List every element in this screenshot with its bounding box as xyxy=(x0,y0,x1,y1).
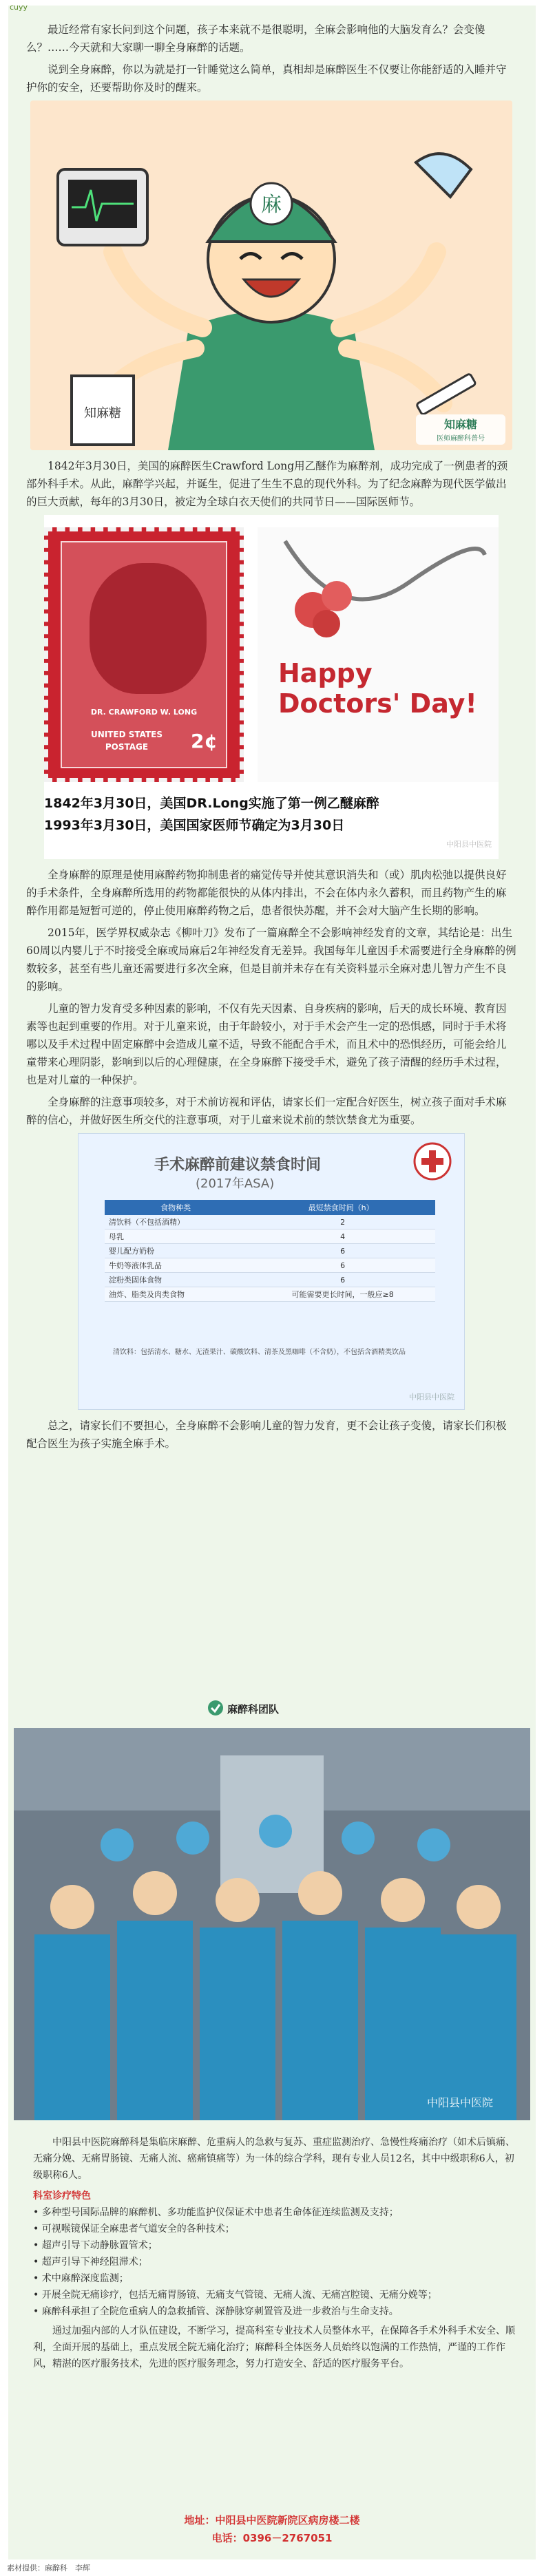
department-closing: 通过加强内部的人才队伍建设，不断学习，提高科室专业技术人员整体水平，在保障各手术外科手术安全、顺利，全面开展的基础上，重点发展全院无痛化治疗；麻醉科全体医务人员始终以饱满的工作热情，严谨的工作作风，精湛的医疗服务技术，先进的医疗服务理念，努力打造安全、舒适的医疗服务平台。 xyxy=(33,2325,515,2369)
table-row xyxy=(105,1273,435,1287)
anesthesiologist-cartoon-icon xyxy=(30,101,512,450)
feature-item: • 麻醉科承担了全院危重病人的急救插管、深静脉穿刺置管及进一步救治与生命支持。 xyxy=(33,2306,399,2317)
department-intro: 中阳县中医院麻醉科是集临床麻醉、危重病人的急救与复苏、重症监测治疗、急慢性疼痛治疗（如术后镇痛、无痛分娩、无痛胃肠镜、无痛人流、癌痛镇痛等）为一体的综合学科，现有专业人员12名，其中中级职称6人，初级职称6人。 xyxy=(33,2137,515,2181)
date-line-1: 1842年3月30日，美国DR.Long实施了第一例乙醚麻醉 xyxy=(44,796,379,811)
date-line-2: 1993年3月30日，美国国家医师节确定为3月30日 xyxy=(44,818,345,833)
table-cell: 婴儿配方奶粉 xyxy=(105,1244,247,1258)
stethoscope-icon xyxy=(258,527,499,651)
tablet-text: 知麻糖 xyxy=(84,406,121,421)
material-credit: 素材提供：麻醉科 李辉 xyxy=(7,2564,90,2573)
brand-name: 知麻糖 xyxy=(443,418,478,431)
portrait-icon xyxy=(90,563,207,694)
cap-sign: 麻 xyxy=(261,193,282,217)
stamp-value: 2¢ xyxy=(191,730,218,752)
table-row xyxy=(105,1258,435,1273)
team-section-header xyxy=(0,1693,544,1721)
table-row xyxy=(105,1215,435,1229)
feature-item: • 开展全院无痛诊疗，包括无痛胃肠镜、无痛支气管镜、无痛人流、无痛宫腔镜、无痛分娩等； xyxy=(33,2290,437,2301)
stamp-country: UNITED STATES POSTAGE xyxy=(90,730,163,752)
history-paragraph: 1842年3月30日，美国的麻醉医生Crawford Long用乙醚作为麻醉剂，成功完成了一例患者的颈部外科手术。从此，麻醉学兴起，并诞生，促进了生生不息的现代外科。为了纪念麻醉为现代医学做出的巨大贡献，每年的3月30日，被定为全球白衣天使们的共同节日——国际医师节。 xyxy=(26,460,508,508)
table-watermark: 中阳县中医院 xyxy=(409,1393,454,1402)
body-paragraph-1: 全身麻醉的原理是使用麻醉药物抑制患者的痛觉传导并使其意识消失和（或）肌肉松弛以提供良好的手术条件，全身麻醉所选用的药物都能很快的从体内排出，不会在体内永久蓄积，而且药物产生的麻醉作用都是短暂可逆的，停止使用麻醉药物之后，患者很快苏醒，并不会对大脑产生长期的影响。 xyxy=(26,869,507,917)
table-title: 手术麻醉前建议禁食时间 xyxy=(154,1157,322,1174)
table-row xyxy=(105,1229,435,1244)
table-row xyxy=(105,1287,435,1302)
postage-stamp xyxy=(44,527,244,782)
table-cell: 淀粉类固体食物 xyxy=(105,1273,247,1287)
feature-item: • 多种型号国际品牌的麻醉机、多功能监护仪保证术中患者生命体征连续监测及支持； xyxy=(33,2207,399,2218)
doctors-day-card xyxy=(258,527,499,782)
article-content xyxy=(26,21,516,1457)
intro-paragraph-2: 说到全身麻醉，你以为就是打一针睡觉这么简单，真相却是麻醉医生不仅要让你能舒适的入睡并守护你的安全，还要帮助你及时的醒来。 xyxy=(26,63,507,94)
table-header-food: 食物种类 xyxy=(105,1200,247,1215)
hospital-logo-icon xyxy=(412,1141,453,1182)
table-cell: 油炸、脂类及肉类食物 xyxy=(105,1287,247,1302)
features-title: 科室诊疗特色 xyxy=(33,2190,91,2202)
body-paragraph-4: 全身麻醉的注意事项较多，对于术前访视和评估，请家长们一定配合好医生，树立孩子面对手术麻醉的信心，并做好医生所交代的注意事项，对于儿童来说术前的禁饮禁食尤为重要。 xyxy=(26,1096,507,1126)
table-note: 清饮料：包括清水、糖水、无渣果汁、碳酸饮料、清茶及黑咖啡（不含奶），不包括含酒精类饮品 xyxy=(113,1349,406,1356)
photo-watermark: 中阳县中医院 xyxy=(427,2096,494,2109)
team-decoration-icon xyxy=(207,1699,224,1717)
table-cell: 6 xyxy=(247,1244,435,1258)
table-subtitle: (2017年ASA) xyxy=(196,1176,275,1191)
doctors-day-image xyxy=(44,515,499,859)
team-title: 麻醉科团队 xyxy=(227,1703,280,1715)
table-cell: 可能需要更长时间，一般应≥8 xyxy=(247,1287,435,1302)
table-cell: 6 xyxy=(247,1273,435,1287)
fasting-table-image xyxy=(78,1133,465,1410)
body-paragraph-2: 2015年，医学界权威杂志《柳叶刀》发布了一篇麻醉全不会影响神经发育的文章，其结论是：出生60周以内婴儿于不时接受全麻或局麻后2年神经发育无差异。我国每年儿童因手术需要进行全身麻醉的例数较多，甚至有些儿童还需要进行多次全麻，但是目前并未存在有关资料显示全麻对患儿智力产生不良的影响。 xyxy=(26,927,516,993)
feature-item: • 超声引导下动静脉置管术； xyxy=(33,2240,158,2251)
table-cell: 清饮料（不包括酒精） xyxy=(105,1215,247,1229)
address-line: 地址：中阳县中医院新院区病房楼二楼 xyxy=(184,2514,360,2526)
header-badge: cuyy xyxy=(10,3,28,12)
table-cell: 2 xyxy=(247,1215,435,1229)
conclusion-paragraph: 总之，请家长们不要担心，全身麻醉不会影响儿童的智力发育，更不会让孩子变傻，请家长们积极配合医生为孩子实施全麻手术。 xyxy=(26,1419,507,1450)
cartoon-illustration xyxy=(30,101,512,450)
card-line-1: Happy xyxy=(278,658,373,688)
table-cell: 牛奶等液体乳品 xyxy=(105,1258,247,1273)
table-cell: 6 xyxy=(247,1258,435,1273)
table-cell: 4 xyxy=(247,1229,435,1244)
card-line-2: Doctors' Day! xyxy=(278,688,477,719)
table-header-time: 最短禁食时间（h） xyxy=(247,1200,435,1215)
table-cell: 母乳 xyxy=(105,1229,247,1244)
intro-paragraph-1: 最近经常有家长问到这个问题，孩子本来就不是很聪明，全麻会影响他的大脑发育么？会变傻么？……今天就和大家聊一聊全身麻醉的话题。 xyxy=(26,23,485,54)
phone-line: 电话：0396－2767051 xyxy=(211,2532,333,2544)
image-watermark: 中阳县中医院 xyxy=(446,840,492,849)
team-photo xyxy=(14,1728,530,2120)
body-paragraph-3: 儿童的智力发育受多种因素的影响，不仅有先天因素、自身疾病的影响，后天的成长环境、教育因素等也起到重要的作用。对于儿童来说，由于年龄较小，对于手术会产生一定的恐惧感，同时于手术将哪以及手术过程中固定麻醉中会造成儿童不适，导致不能配合手术，而且术中的恐惧经历，可能会给儿童带来心理阴影，影响到以后的心理健康，在全身麻醉下接受手术，避免了孩子清醒的经历手术过程，也是对儿童的一种保护。 xyxy=(26,1002,507,1086)
card-title xyxy=(278,658,477,719)
brand-sub: 医师麻醉科普号 xyxy=(437,435,485,443)
department-description xyxy=(33,2134,515,2372)
feature-item: • 超声引导下神经阻滞术； xyxy=(33,2257,148,2268)
feature-item: • 术中麻醉深度监测； xyxy=(33,2273,129,2284)
table-row xyxy=(105,1244,435,1258)
feature-item: • 可视喉镜保证全麻患者气道安全的各种技术； xyxy=(33,2224,235,2235)
team-group-photo-icon xyxy=(14,1728,530,2120)
fasting-table xyxy=(105,1200,435,1302)
stamp-name: DR. CRAWFORD W. LONG xyxy=(90,708,198,717)
